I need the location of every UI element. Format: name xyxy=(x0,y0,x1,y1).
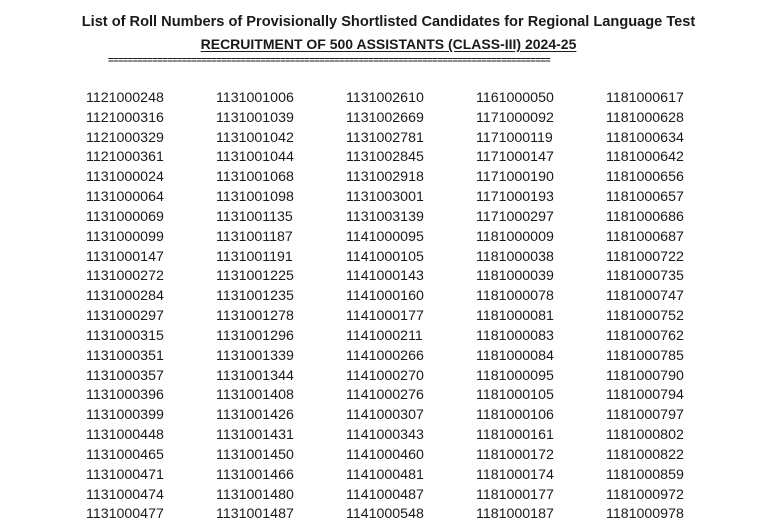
roll-number: 1131000099 xyxy=(86,228,164,245)
roll-number: 1131000024 xyxy=(86,169,164,186)
roll-number: 1131002610 xyxy=(346,90,424,106)
roll-number: 1181000802 xyxy=(606,427,684,444)
roll-number: 1181000106 xyxy=(476,407,554,424)
roll-number: 1131000297 xyxy=(86,308,164,325)
roll-number: 1181000785 xyxy=(606,347,684,364)
roll-number: 1181000687 xyxy=(606,228,684,245)
roll-number: 1121000248 xyxy=(86,90,164,106)
roll-number: 1131001098 xyxy=(216,189,294,206)
roll-number: 1141000487 xyxy=(346,486,424,503)
page-title: List of Roll Numbers of Provisionally Shortlisted Candidates for Regional Language Test xyxy=(81,14,696,30)
roll-number: 1131000064 xyxy=(86,189,164,206)
roll-number: 1181000177 xyxy=(476,486,554,503)
roll-number: 1131000069 xyxy=(86,208,164,225)
roll-number-column-2 xyxy=(216,89,294,525)
roll-number: 1141000266 xyxy=(346,347,424,364)
roll-number: 1141000105 xyxy=(346,248,424,265)
roll-number: 1181000078 xyxy=(476,288,554,305)
roll-number: 1181000797 xyxy=(606,407,684,424)
roll-number: 1131001006 xyxy=(216,90,294,106)
roll-number: 1181000628 xyxy=(606,109,684,126)
roll-number: 1181000735 xyxy=(606,268,684,285)
roll-number: 1181000657 xyxy=(606,189,684,206)
roll-number: 1121000316 xyxy=(86,109,164,126)
roll-number: 1131000272 xyxy=(86,268,164,285)
roll-number: 1141000211 xyxy=(346,327,423,344)
roll-number-grid xyxy=(0,89,777,522)
roll-number: 1131003001 xyxy=(346,189,424,206)
roll-number: 1131001296 xyxy=(216,327,294,344)
roll-number: 1131001480 xyxy=(216,486,294,503)
roll-number: 1131001191 xyxy=(216,248,293,265)
roll-number: 1181000095 xyxy=(476,367,554,384)
roll-number: 1131000474 xyxy=(86,486,164,503)
roll-number: 1181000634 xyxy=(606,129,684,146)
roll-number: 1141000343 xyxy=(346,427,424,444)
roll-number: 1181000642 xyxy=(606,149,684,166)
roll-number: 1141000270 xyxy=(346,367,424,384)
roll-number: 1131001344 xyxy=(216,367,294,384)
roll-number: 1131001339 xyxy=(216,347,294,364)
roll-number: 1131001487 xyxy=(216,506,294,523)
roll-number: 1171000147 xyxy=(476,149,554,166)
roll-number: 1131000448 xyxy=(86,427,164,444)
roll-number: 1131001068 xyxy=(216,169,294,186)
roll-number: 1131001235 xyxy=(216,288,294,305)
roll-number: 1121000361 xyxy=(86,149,164,166)
roll-number: 1131001187 xyxy=(216,228,293,245)
roll-number: 1181000084 xyxy=(476,347,554,364)
roll-number: 1131000477 xyxy=(86,506,164,523)
roll-number: 1131001135 xyxy=(216,208,293,225)
roll-number: 1181000686 xyxy=(606,208,684,225)
roll-number-column-3 xyxy=(346,89,424,525)
roll-number: 1161000050 xyxy=(476,90,554,106)
roll-number: 1171000193 xyxy=(476,189,554,206)
roll-number: 1131000465 xyxy=(86,446,164,463)
roll-number: 1181000105 xyxy=(476,387,554,404)
roll-number: 1141000160 xyxy=(346,288,424,305)
roll-number-column-4 xyxy=(476,89,554,525)
roll-number: 1181000083 xyxy=(476,327,554,344)
roll-number: 1181000790 xyxy=(606,367,684,384)
roll-number: 1131000351 xyxy=(86,347,164,364)
roll-number: 1131002781 xyxy=(346,129,424,146)
roll-number: 1141000095 xyxy=(346,228,424,245)
roll-number: 1181000617 xyxy=(606,90,684,106)
roll-number: 1131000315 xyxy=(86,327,164,344)
roll-number: 1181000794 xyxy=(606,387,684,404)
roll-number: 1131002845 xyxy=(346,149,424,166)
roll-number: 1131001450 xyxy=(216,446,294,463)
roll-number: 1131001044 xyxy=(216,149,294,166)
roll-number: 1131001042 xyxy=(216,129,294,146)
roll-number: 1171000119 xyxy=(476,129,553,146)
page-subtitle xyxy=(0,36,777,52)
roll-number: 1181000972 xyxy=(606,486,684,503)
roll-number: 1171000092 xyxy=(476,109,554,126)
roll-number: 1181000859 xyxy=(606,466,684,483)
roll-number: 1181000722 xyxy=(606,248,684,265)
roll-number: 1181000174 xyxy=(476,466,554,483)
roll-number: 1131001278 xyxy=(216,308,294,325)
roll-number: 1181000039 xyxy=(476,268,554,285)
roll-number-column-1 xyxy=(86,89,164,525)
roll-number: 1141000177 xyxy=(346,308,424,325)
roll-number: 1141000548 xyxy=(346,506,424,523)
roll-number: 1171000190 xyxy=(476,169,554,186)
roll-number: 1181000747 xyxy=(606,288,684,305)
roll-number: 1181000187 xyxy=(476,506,554,523)
roll-number: 1171000297 xyxy=(476,208,554,225)
roll-number: 1131000396 xyxy=(86,387,164,404)
roll-number: 1181000081 xyxy=(476,308,554,325)
roll-number: 1131000471 xyxy=(86,466,164,483)
roll-number: 1141000481 xyxy=(346,466,424,483)
roll-number-column-5 xyxy=(606,89,684,525)
roll-number: 1141000276 xyxy=(346,387,424,404)
roll-number: 1181000172 xyxy=(476,446,554,463)
roll-number: 1131000284 xyxy=(86,288,164,305)
roll-number: 1181000038 xyxy=(476,248,554,265)
roll-number: 1131003139 xyxy=(346,208,424,225)
roll-number: 1121000329 xyxy=(86,129,164,146)
roll-number: 1181000656 xyxy=(606,169,684,186)
roll-number: 1141000143 xyxy=(346,268,424,285)
roll-number: 1131000399 xyxy=(86,407,164,424)
roll-number: 1131001408 xyxy=(216,387,294,404)
roll-number: 1181000752 xyxy=(606,308,684,325)
roll-number: 1181000009 xyxy=(476,228,554,245)
page-subtitle-text: RECRUITMENT OF 500 ASSISTANTS (CLASS-III) 2024-25 xyxy=(200,36,577,52)
roll-number: 1131002669 xyxy=(346,109,424,126)
roll-number: 1131001466 xyxy=(216,466,294,483)
roll-number: 1131002918 xyxy=(346,169,424,186)
roll-number: 1181000161 xyxy=(476,427,554,444)
roll-number: 1131001426 xyxy=(216,407,294,424)
roll-number: 1181000978 xyxy=(606,506,684,523)
roll-number: 1131001431 xyxy=(216,427,294,444)
roll-number: 1141000460 xyxy=(346,446,424,463)
roll-number: 1131001039 xyxy=(216,109,294,126)
roll-number: 1181000762 xyxy=(606,327,684,344)
roll-number: 1131001225 xyxy=(216,268,294,285)
roll-number: 1131000147 xyxy=(86,248,164,265)
roll-number: 1181000822 xyxy=(606,446,684,463)
roll-number: 1131000357 xyxy=(86,367,164,384)
separator-line: ========================================================================================== xyxy=(108,55,551,66)
roll-number: 1141000307 xyxy=(346,407,424,424)
